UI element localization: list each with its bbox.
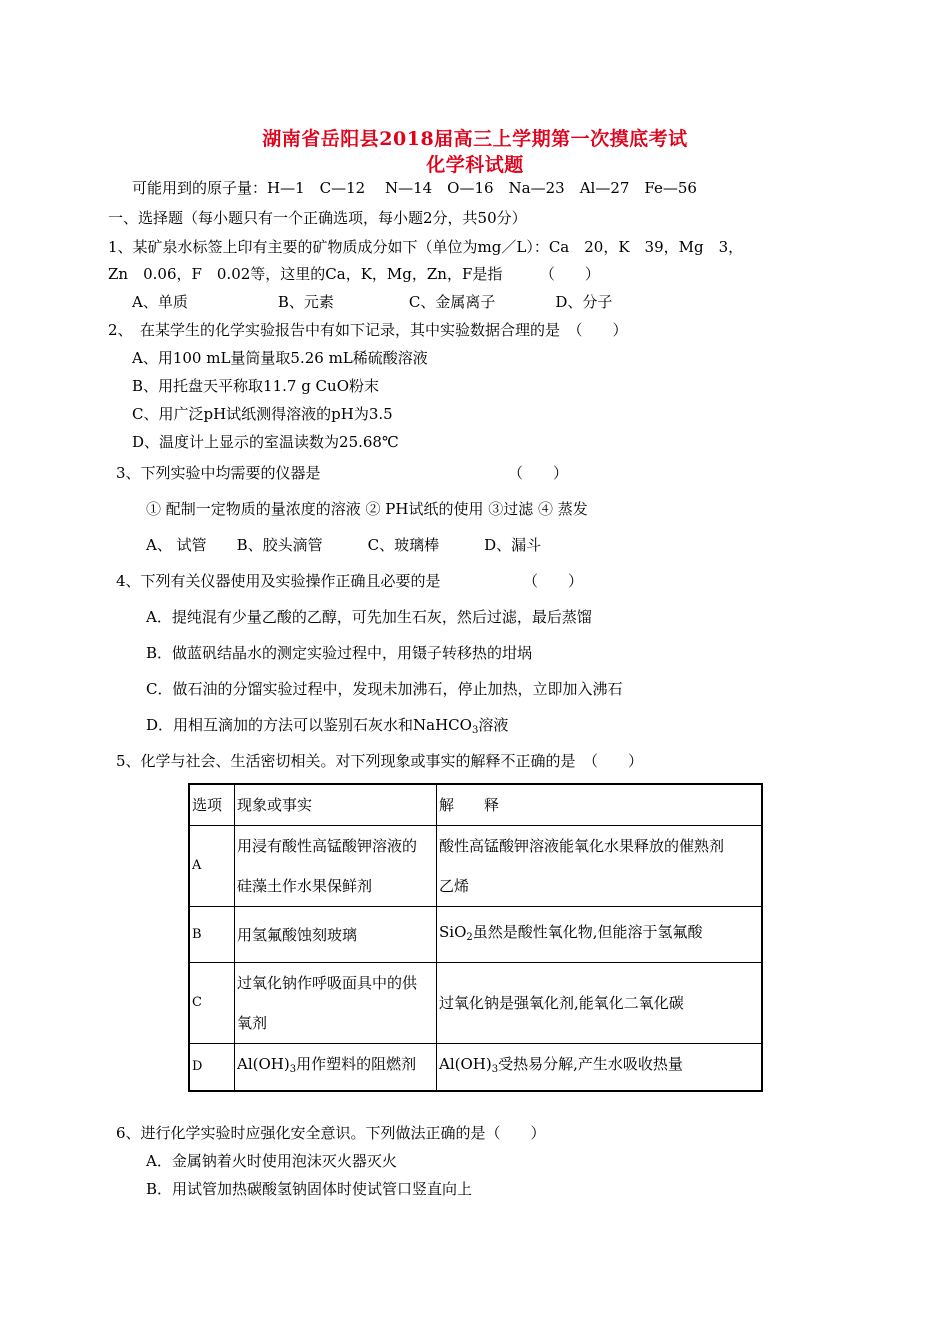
row-option: C [189,963,235,1044]
q1-options: A、单质 B、元素 C、金属离子 D、分子 [132,293,613,311]
row-fact: 过氧化钠作呼吸面具中的供 氧剂 [235,963,437,1044]
q5-table [188,783,763,1092]
q5-stem: 5、化学与社会、生活密切相关。对下列现象或事实的解释不正确的是 （ ） [116,752,644,770]
table-header-row [189,784,762,826]
row-explanation: 过氧化钠是强氧化剂,能氧化二氧化碳 [437,963,763,1044]
row-explanation: SiO$_2$虽然是酸性氧化物,但能溶于氢氟酸 [437,907,763,963]
q3-items: ① 配制一定物质的量浓度的溶液 ② PH试纸的使用 ③过滤 ④ 蒸发 [146,500,588,518]
atomic-masses: 可能用到的原子量：H—1 C—12 N—14 O—16 Na—23 Al—27 Fe—56 [132,179,697,197]
row-option: A [189,826,235,907]
table-row [189,963,762,1044]
table-row [189,1044,762,1092]
q2-option-b: B、用托盘天平称取11.7 g CuO粉末 [132,377,379,395]
q4-option-d: D．用相互滴加的方法可以鉴别石灰水和NaHCO$_3$溶液 [146,716,509,736]
q6-option-b: B．用试管加热碳酸氢钠固体时使试管口竖直向上 [146,1180,473,1198]
q2-option-c: C、用广泛pH试纸测得溶液的pH为3.5 [132,405,393,423]
q4-option-b: B．做蓝矾结晶水的测定实验过程中，用镊子转移热的坩埚 [146,644,533,662]
exam-title: 湖南省岳阳县2018届高三上学期第一次摸底考试 [262,128,688,150]
row-option: D [189,1044,235,1092]
q6-stem: 6、进行化学实验时应强化安全意识。下列做法正确的是（ ） [116,1124,546,1142]
header-explanation: 解 释 [437,784,763,826]
row-fact: 用氢氟酸蚀刻玻璃 [235,907,437,963]
q4-stem: 4、下列有关仪器使用及实验操作正确且必要的是 （ ） [116,572,584,590]
row-fact: $Al(OH)_3$用作塑料的阻燃剂 [235,1044,437,1092]
section-heading: 一、选择题（每小题只有一个正确选项，每小题2分，共50分） [108,209,527,227]
q3-stem: 3、下列实验中均需要的仪器是 （ ） [116,464,569,482]
q2-option-d: D、温度计上显示的室温读数为25.68℃ [132,433,399,451]
q4-option-a: A．提纯混有少量乙酸的乙醇，可先加生石灰，然后过滤，最后蒸馏 [146,608,592,626]
row-explanation: $Al(OH)_3$受热易分解,产生水吸收热量 [437,1044,763,1092]
header-fact: 现象或事实 [235,784,437,826]
q1-stem-line1: 1、某矿泉水标签上印有主要的矿物质成分如下（单位为mg／L）：Ca 20，K 39，Mg 3， [108,238,744,256]
row-fact: 用浸有酸性高锰酸钾溶液的 硅藻土作水果保鲜剂 [235,826,437,907]
table-row [189,907,762,963]
q1-stem-line2: Zn 0.06，F 0.02等，这里的Ca，K，Mg，Zn，F是指 （ ） [108,265,600,283]
row-explanation: 酸性高锰酸钾溶液能氧化水果释放的催熟剂 乙烯 [437,826,763,907]
q3-options: A、 试管 B、胶头滴管 C、玻璃棒 D、漏斗 [146,536,542,554]
q4-option-c: C．做石油的分馏实验过程中，发现未加沸石，停止加热，立即加入沸石 [146,680,623,698]
row-option: B [189,907,235,963]
exam-subtitle: 化学科试题 [426,154,524,176]
table-row [189,826,762,907]
q2-option-a: A、用100 mL量筒量取5.26 mL稀硫酸溶液 [132,349,428,367]
header-option: 选项 [189,784,235,826]
q6-option-a: A．金属钠着火时使用泡沫灭火器灭火 [146,1152,397,1170]
q2-stem: 2、 在某学生的化学实验报告中有如下记录，其中实验数据合理的是 （ ） [108,321,628,339]
